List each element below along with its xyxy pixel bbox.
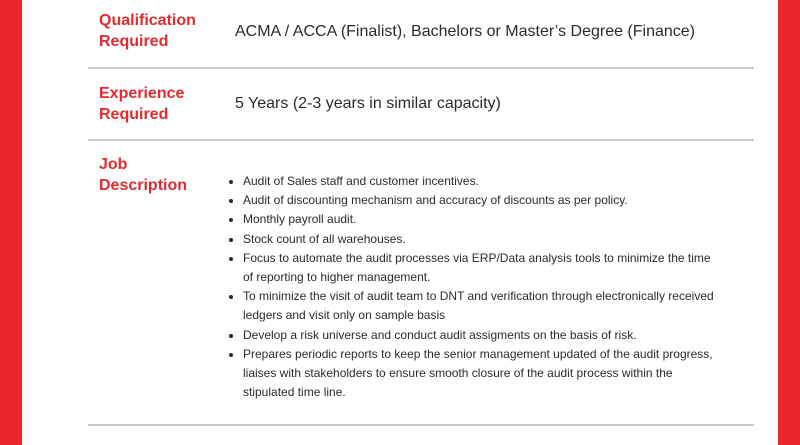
list-item: • Focus to automate the audit processes via ERP/Data analysis tools to minimize the time of reporting to higher management. xyxy=(243,249,718,287)
list-item: • Prepares periodic reports to keep the senior management updated of the audit progress, liaises with stakeholders to ensure smooth closure of the audit process within the stipulated time line. xyxy=(243,345,718,403)
experience-label-line1: Experience xyxy=(99,85,185,102)
job-duties-list xyxy=(225,172,718,402)
list-item: • Stock count of all warehouses. xyxy=(243,230,718,249)
right-border-bar xyxy=(778,0,800,445)
left-border-bar xyxy=(0,0,22,445)
list-item: • Audit of discounting mechanism and accuracy of discounts as per policy. xyxy=(243,191,718,210)
list-item: • Monthly payroll audit. xyxy=(243,210,718,229)
qualification-label-line2: Required xyxy=(99,33,169,50)
list-item: • Develop a risk universe and conduct audit assigments on the basis of risk. xyxy=(243,326,718,345)
job-description-label-line1: Job xyxy=(99,156,128,173)
qualification-label xyxy=(99,10,196,52)
experience-label-line2: Required xyxy=(99,106,169,123)
section-divider xyxy=(88,139,754,141)
qualification-label-line1: Qualification xyxy=(99,12,196,29)
experience-value: 5 Years (2-3 years in similar capacity) xyxy=(235,95,501,112)
job-description-label xyxy=(99,154,187,196)
section-divider xyxy=(88,67,754,69)
list-item: • Audit of Sales staff and customer incentives. xyxy=(243,172,718,191)
section-divider xyxy=(88,424,754,426)
experience-label xyxy=(99,83,184,125)
qualification-value: ACMA / ACCA (Finalist), Bachelors or Master’s Degree (Finance) xyxy=(235,23,696,40)
job-description-label-line2: Description xyxy=(99,177,188,194)
list-item: • To minimize the visit of audit team to DNT and verification through electronically received ledgers and visit only on sample basis xyxy=(243,287,718,325)
